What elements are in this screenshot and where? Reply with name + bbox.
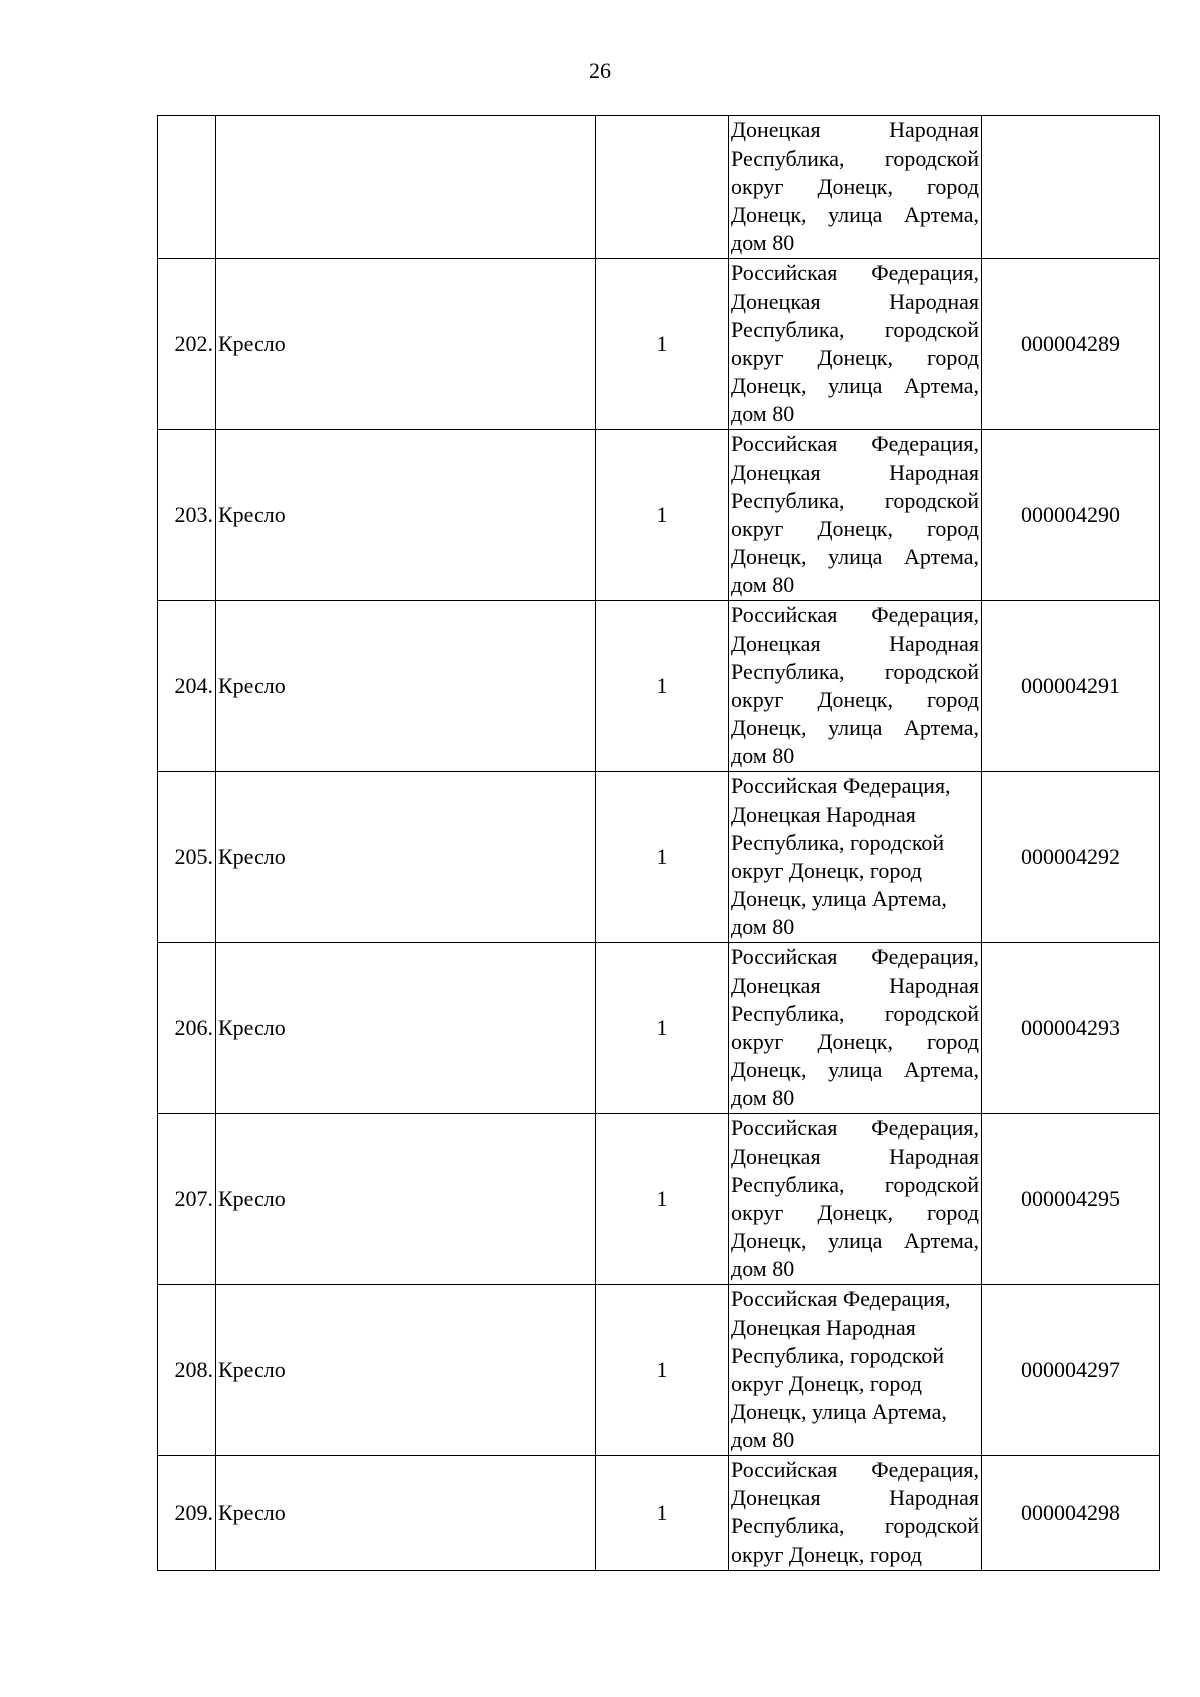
table-row [158,601,1160,772]
item-address-cell [729,1285,982,1456]
table-row [158,943,1160,1114]
item-address-cell [729,430,982,601]
item-name: Кресло [216,943,596,1114]
table-row [158,1285,1160,1456]
item-name: Кресло [216,1456,596,1571]
table-row [158,1114,1160,1285]
inventory-number: 000004298 [982,1456,1160,1571]
row-number: 206. [158,943,216,1114]
table-row [158,772,1160,943]
item-name: Кресло [216,1114,596,1285]
item-address: Российская Федерация, Донецкая Народная Республика, городской округ Донецк, город Донецк, улица Артема, дом 80 [731,944,979,1111]
row-number: 202. [158,259,216,430]
item-name: Кресло [216,1285,596,1456]
item-name: Кресло [216,772,596,943]
page-number: 26 [589,58,611,83]
row-number: 204. [158,601,216,772]
table-row [158,430,1160,601]
item-quantity: 1 [596,259,729,430]
row-number: 205. [158,772,216,943]
item-address-cell [729,943,982,1114]
item-quantity: 1 [596,772,729,943]
item-address-cell [729,772,982,943]
table-row [158,259,1160,430]
table-row [158,1456,1160,1571]
inventory-number [982,116,1160,259]
inventory-number: 000004291 [982,601,1160,772]
item-address: Российская Федерация, Донецкая Народная Республика, городской округ Донецк, город Донецк, улица Артема, дом 80 [731,602,979,769]
row-number: 203. [158,430,216,601]
item-address: Российская Федерация, Донецкая Народная Республика, городской округ Донецк, город Донецк, улица Артема, дом 80 [731,431,979,598]
inventory-number: 000004297 [982,1285,1160,1456]
item-address: Российская Федерация, Донецкая Народная Республика, городской округ Донецк, город Донецк, улица Артема, дом 80 [731,260,979,427]
item-address: Российская Федерация, Донецкая Народная Республика, городской округ Донецк, город Донецк, улица Артема, дом 80 [731,1286,951,1453]
item-name: Кресло [216,430,596,601]
item-quantity: 1 [596,1114,729,1285]
item-quantity [596,116,729,259]
item-quantity: 1 [596,1456,729,1571]
row-number: 208. [158,1285,216,1456]
row-number: 207. [158,1114,216,1285]
row-number [158,116,216,259]
row-number: 209. [158,1456,216,1571]
item-address: Российская Федерация, Донецкая Народная Республика, городской округ Донецк, город Донецк, улица Артема, дом 80 [731,1115,979,1282]
item-address-cell [729,1114,982,1285]
inventory-number: 000004292 [982,772,1160,943]
item-address: Российская Федерация, Донецкая Народная Республика, городской округ Донецк, город [731,1457,979,1567]
item-name: Кресло [216,601,596,772]
inventory-number: 000004293 [982,943,1160,1114]
item-address-cell [729,1456,982,1571]
item-name [216,116,596,259]
property-registry-table [157,115,1160,1571]
inventory-number: 000004290 [982,430,1160,601]
item-address-cell [729,116,982,259]
item-quantity: 1 [596,1285,729,1456]
item-address-cell [729,259,982,430]
inventory-number: 000004289 [982,259,1160,430]
item-quantity: 1 [596,943,729,1114]
inventory-number: 000004295 [982,1114,1160,1285]
item-quantity: 1 [596,430,729,601]
item-address-cell [729,601,982,772]
item-name: Кресло [216,259,596,430]
item-address: Донецкая Народная Республика, городской округ Донецк, город Донецк, улица Артема, дом 80 [731,117,979,256]
item-quantity: 1 [596,601,729,772]
table-row [158,116,1160,259]
item-address: Российская Федерация, Донецкая Народная Республика, городской округ Донецк, город Донецк, улица Артема, дом 80 [731,773,951,940]
